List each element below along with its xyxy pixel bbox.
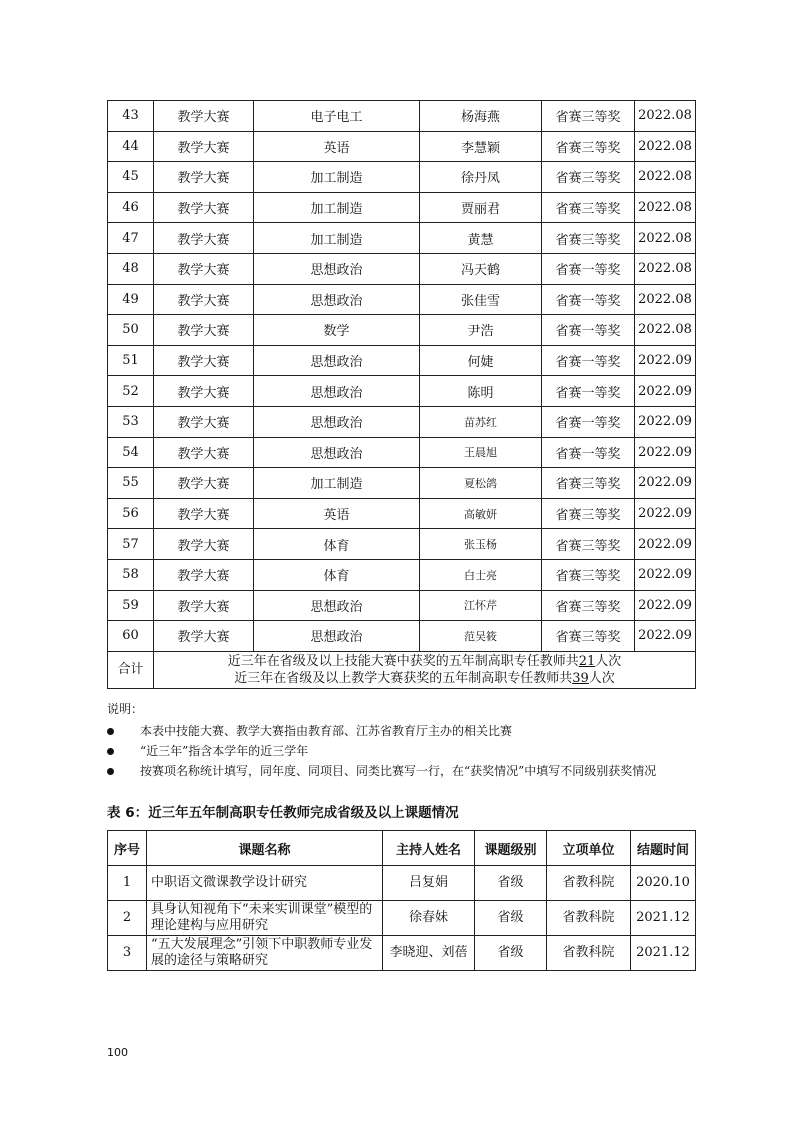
cell-title: “五大发展理念”引领下中职教师专业发展的途径与策略研究 <box>147 936 383 971</box>
cell-unit: 省教科院 <box>547 936 631 971</box>
cell-date: 2022.08 <box>635 162 696 193</box>
cell-project: 加工制造 <box>254 468 420 499</box>
cell-project: 思想政治 <box>254 437 420 468</box>
cell-index: 47 <box>108 223 154 254</box>
cell-award: 省赛一等奖 <box>542 315 635 346</box>
table-row <box>108 406 696 437</box>
table-row <box>108 529 696 560</box>
cell-index: 53 <box>108 406 154 437</box>
projects-table <box>107 830 696 971</box>
cell-category: 教学大赛 <box>154 192 254 223</box>
cell-teacher: 李慧颖 <box>420 131 542 162</box>
cell-index: 45 <box>108 162 154 193</box>
cell-date: 2022.09 <box>635 529 696 560</box>
cell-award: 省赛一等奖 <box>542 437 635 468</box>
cell-project: 思想政治 <box>254 253 420 284</box>
cell-project: 电子电工 <box>254 101 420 132</box>
cell-index: 54 <box>108 437 154 468</box>
table-row <box>108 866 696 901</box>
cell-host: 吕复娟 <box>383 866 475 901</box>
table-row <box>108 284 696 315</box>
cell-award: 省赛一等奖 <box>542 376 635 407</box>
cell-project: 体育 <box>254 559 420 590</box>
cell-unit: 省教科院 <box>547 901 631 936</box>
note-item <box>107 741 707 761</box>
cell-index: 2 <box>108 901 147 936</box>
projects-header-row <box>108 831 696 866</box>
bullet-icon <box>107 768 114 775</box>
table-row <box>108 101 696 132</box>
note-item <box>107 721 707 741</box>
cell-date: 2022.08 <box>635 315 696 346</box>
cell-award: 省赛三等奖 <box>542 131 635 162</box>
cell-category: 教学大赛 <box>154 345 254 376</box>
cell-index: 59 <box>108 590 154 621</box>
cell-teacher: 张佳雪 <box>420 284 542 315</box>
table-row <box>108 621 696 652</box>
cell-category: 教学大赛 <box>154 131 254 162</box>
cell-index: 60 <box>108 621 154 652</box>
cell-teacher: 王晨旭 <box>420 437 542 468</box>
cell-date: 2022.09 <box>635 376 696 407</box>
cell-category: 教学大赛 <box>154 315 254 346</box>
cell-teacher: 陈明 <box>420 376 542 407</box>
cell-project: 数学 <box>254 315 420 346</box>
cell-host: 徐春妹 <box>383 901 475 936</box>
cell-date: 2022.09 <box>635 468 696 499</box>
cell-project: 加工制造 <box>254 162 420 193</box>
cell-date: 2022.09 <box>635 345 696 376</box>
cell-index: 43 <box>108 101 154 132</box>
cell-level: 省级 <box>475 901 547 936</box>
cell-teacher: 何婕 <box>420 345 542 376</box>
total-line-skill-unit: 人次 <box>595 653 622 669</box>
table-row <box>108 936 696 971</box>
cell-teacher: 徐丹凤 <box>420 162 542 193</box>
total-skill-count: 21 <box>578 653 596 669</box>
cell-date: 2022.08 <box>635 284 696 315</box>
cell-teacher: 黄慧 <box>420 223 542 254</box>
cell-date: 2022.09 <box>635 590 696 621</box>
cell-teacher: 苗苏红 <box>420 406 542 437</box>
table-row <box>108 253 696 284</box>
table-row <box>108 590 696 621</box>
total-label: 合计 <box>108 651 154 688</box>
cell-teacher: 范吴筱 <box>420 621 542 652</box>
cell-category: 教学大赛 <box>154 529 254 560</box>
cell-date: 2022.08 <box>635 223 696 254</box>
cell-teacher: 江怀芹 <box>420 590 542 621</box>
cell-award: 省赛三等奖 <box>542 101 635 132</box>
table6-title: 表 6：近三年五年制高职专任教师完成省级及以上课题情况 <box>107 805 459 821</box>
note-item <box>107 761 707 781</box>
projects-table-body <box>108 866 696 971</box>
cell-title: 具身认知视角下“未来实训课堂”模型的理论建构与应用研究 <box>147 901 383 936</box>
cell-date: 2022.09 <box>635 621 696 652</box>
total-line-teaching-text: 近三年在省级及以上教学大赛获奖的五年制高职专任教师共 <box>234 670 573 686</box>
col-header-title: 课题名称 <box>147 831 383 866</box>
cell-award: 省赛三等奖 <box>542 223 635 254</box>
notes-section <box>107 700 707 781</box>
table-row <box>108 559 696 590</box>
total-line-teaching-unit: 人次 <box>588 670 615 686</box>
cell-project: 英语 <box>254 498 420 529</box>
cell-date: 2022.09 <box>635 559 696 590</box>
cell-index: 49 <box>108 284 154 315</box>
cell-category: 教学大赛 <box>154 437 254 468</box>
table-row <box>108 468 696 499</box>
cell-host: 李晓迎、刘蓓 <box>383 936 475 971</box>
cell-category: 教学大赛 <box>154 559 254 590</box>
cell-date: 2021.12 <box>631 901 696 936</box>
cell-project: 加工制造 <box>254 223 420 254</box>
cell-project: 思想政治 <box>254 345 420 376</box>
cell-title: 中职语文微课教学设计研究 <box>147 866 383 901</box>
cell-project: 思想政治 <box>254 590 420 621</box>
cell-award: 省赛三等奖 <box>542 468 635 499</box>
awards-table <box>107 100 696 689</box>
cell-index: 57 <box>108 529 154 560</box>
cell-category: 教学大赛 <box>154 101 254 132</box>
cell-index: 55 <box>108 468 154 499</box>
cell-index: 3 <box>108 936 147 971</box>
cell-category: 教学大赛 <box>154 162 254 193</box>
cell-project: 思想政治 <box>254 284 420 315</box>
cell-category: 教学大赛 <box>154 253 254 284</box>
cell-award: 省赛三等奖 <box>542 162 635 193</box>
cell-date: 2022.09 <box>635 406 696 437</box>
table-row <box>108 345 696 376</box>
cell-index: 58 <box>108 559 154 590</box>
cell-teacher: 贾丽君 <box>420 192 542 223</box>
total-summary <box>154 651 696 688</box>
table-row <box>108 315 696 346</box>
cell-award: 省赛一等奖 <box>542 284 635 315</box>
cell-index: 51 <box>108 345 154 376</box>
table-row <box>108 162 696 193</box>
cell-teacher: 张玉杨 <box>420 529 542 560</box>
table-row <box>108 376 696 407</box>
cell-award: 省赛一等奖 <box>542 253 635 284</box>
cell-project: 思想政治 <box>254 376 420 407</box>
cell-index: 56 <box>108 498 154 529</box>
cell-teacher: 冯天鹤 <box>420 253 542 284</box>
cell-award: 省赛三等奖 <box>542 559 635 590</box>
page-number: 100 <box>107 1046 128 1059</box>
col-header-level: 课题级别 <box>475 831 547 866</box>
cell-index: 48 <box>108 253 154 284</box>
cell-index: 1 <box>108 866 147 901</box>
col-header-host: 主持人姓名 <box>383 831 475 866</box>
cell-award: 省赛三等奖 <box>542 621 635 652</box>
cell-date: 2022.08 <box>635 101 696 132</box>
note-text: 本表中技能大赛、教学大赛指由教育部、江苏省教育厅主办的相关比赛 <box>140 724 513 738</box>
note-text: “近三年”指含本学年的近三学年 <box>140 744 309 758</box>
table-row <box>108 131 696 162</box>
cell-category: 教学大赛 <box>154 590 254 621</box>
cell-date: 2022.09 <box>635 498 696 529</box>
bullet-icon <box>107 748 114 755</box>
cell-date: 2022.08 <box>635 253 696 284</box>
col-header-unit: 立项单位 <box>547 831 631 866</box>
table-row <box>108 223 696 254</box>
notes-title: 说明： <box>107 702 144 716</box>
cell-teacher: 尹浩 <box>420 315 542 346</box>
col-header-index: 序号 <box>108 831 147 866</box>
cell-award: 省赛三等奖 <box>542 529 635 560</box>
bullet-icon <box>107 728 114 735</box>
table-row <box>108 498 696 529</box>
cell-award: 省赛三等奖 <box>542 498 635 529</box>
cell-category: 教学大赛 <box>154 284 254 315</box>
col-header-date: 结题时间 <box>631 831 696 866</box>
cell-index: 52 <box>108 376 154 407</box>
cell-date: 2022.08 <box>635 131 696 162</box>
total-line-skill-text: 近三年在省级及以上技能大赛中获奖的五年制高职专任教师共 <box>227 653 579 669</box>
total-line-skill <box>154 653 695 670</box>
cell-award: 省赛一等奖 <box>542 345 635 376</box>
cell-award: 省赛一等奖 <box>542 406 635 437</box>
awards-total-row <box>108 651 696 688</box>
cell-date: 2021.12 <box>631 936 696 971</box>
cell-teacher: 高敏妍 <box>420 498 542 529</box>
cell-level: 省级 <box>475 936 547 971</box>
total-line-teaching <box>154 670 695 687</box>
cell-teacher: 白士亮 <box>420 559 542 590</box>
table-row <box>108 901 696 936</box>
note-text: 按赛项名称统计填写，同年度、同项目、同类比赛写一行，在“获奖情况”中填写不同级别获奖情况 <box>140 764 657 778</box>
cell-project: 英语 <box>254 131 420 162</box>
cell-index: 44 <box>108 131 154 162</box>
cell-category: 教学大赛 <box>154 223 254 254</box>
cell-category: 教学大赛 <box>154 621 254 652</box>
cell-unit: 省教科院 <box>547 866 631 901</box>
cell-award: 省赛三等奖 <box>542 590 635 621</box>
cell-teacher: 杨海燕 <box>420 101 542 132</box>
cell-index: 46 <box>108 192 154 223</box>
cell-date: 2022.09 <box>635 437 696 468</box>
cell-teacher: 夏松鸽 <box>420 468 542 499</box>
total-teaching-count: 39 <box>572 670 589 686</box>
awards-table-body <box>108 101 696 652</box>
cell-date: 2020.10 <box>631 866 696 901</box>
cell-category: 教学大赛 <box>154 406 254 437</box>
cell-category: 教学大赛 <box>154 376 254 407</box>
cell-level: 省级 <box>475 866 547 901</box>
cell-category: 教学大赛 <box>154 498 254 529</box>
table-row <box>108 437 696 468</box>
table-row <box>108 192 696 223</box>
cell-index: 50 <box>108 315 154 346</box>
cell-award: 省赛三等奖 <box>542 192 635 223</box>
cell-category: 教学大赛 <box>154 468 254 499</box>
cell-date: 2022.08 <box>635 192 696 223</box>
cell-project: 思想政治 <box>254 406 420 437</box>
cell-project: 体育 <box>254 529 420 560</box>
cell-project: 思想政治 <box>254 621 420 652</box>
cell-project: 加工制造 <box>254 192 420 223</box>
